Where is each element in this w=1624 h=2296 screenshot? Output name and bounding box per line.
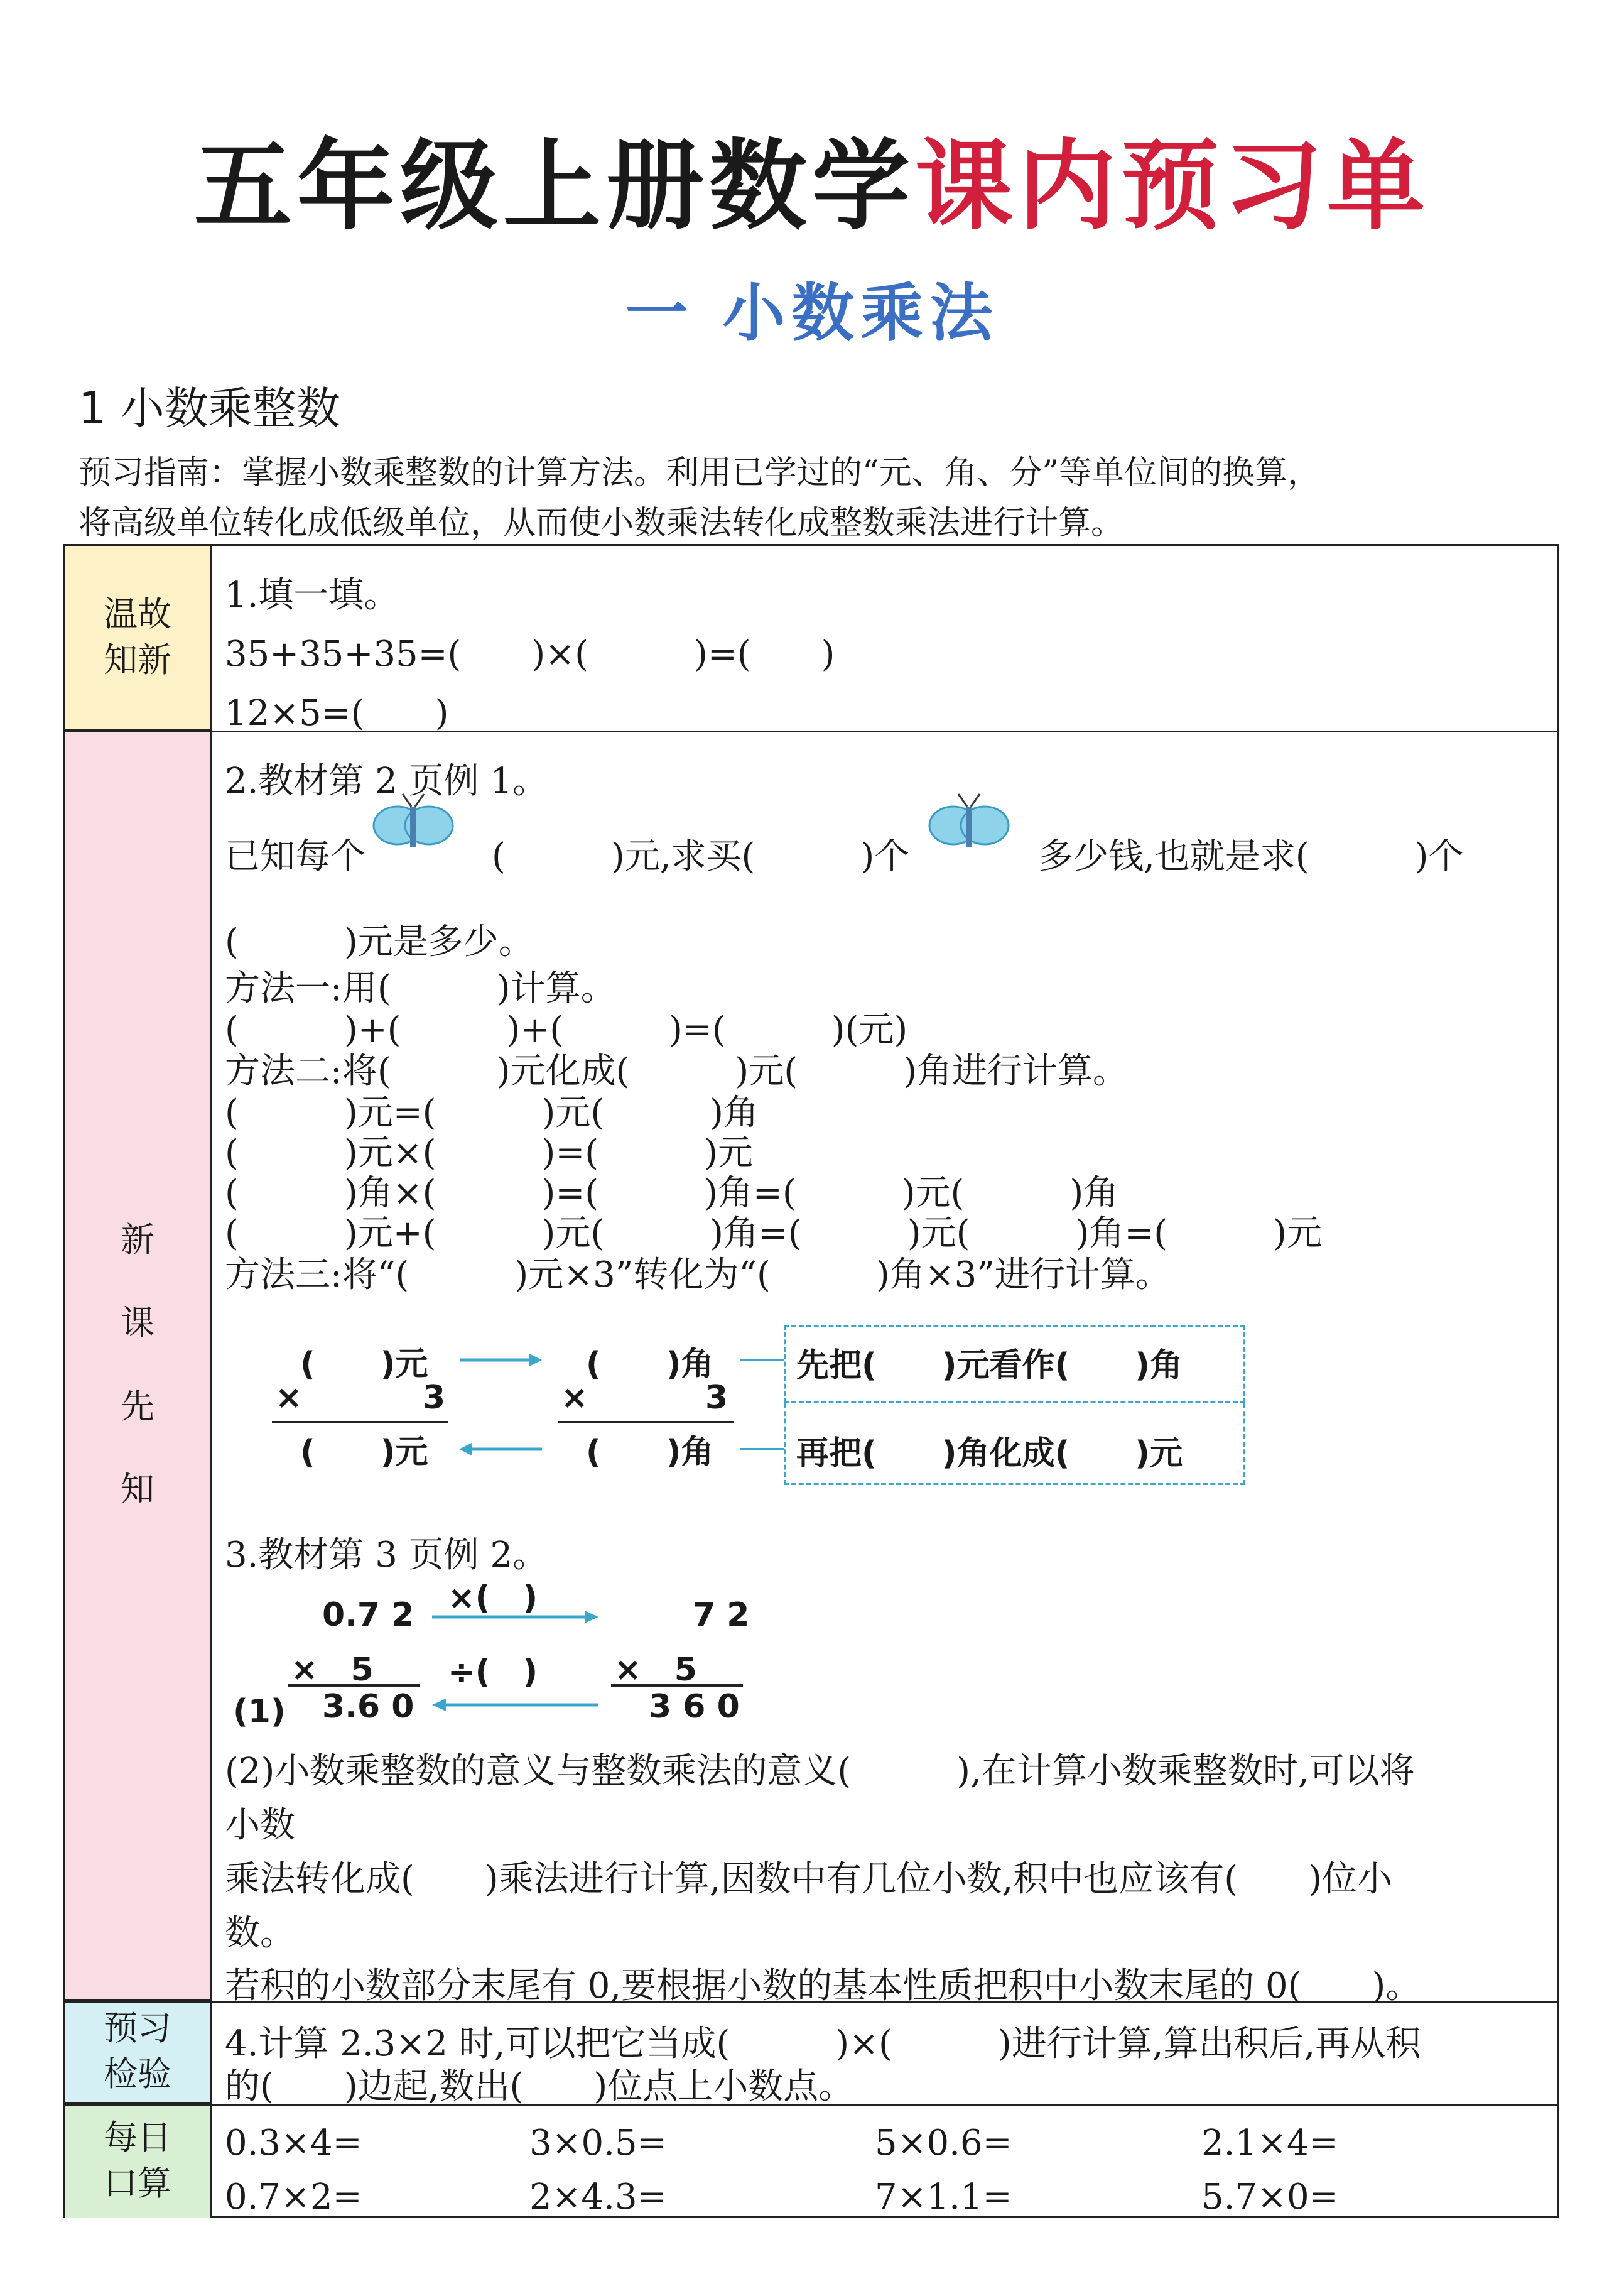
review-label: 温故 知新 xyxy=(65,546,212,731)
butterfly-icon xyxy=(925,791,1013,860)
oral-item: 5.7×0= xyxy=(1201,2177,1339,2217)
q1-line-a: 35+35+35=( )×( )=( ) xyxy=(225,634,835,675)
diagram-left-3: 3 xyxy=(423,1379,446,1417)
oral-item: 2.1×4= xyxy=(1201,2123,1339,2163)
example-op-multiply: ×( ) xyxy=(448,1579,538,1617)
title-black: 五年级上册数学 xyxy=(194,129,915,243)
guide-line-1: 预习指南：掌握小数乘整数的计算方法。利用已学过的“元、角、分”等单位间的换算， xyxy=(78,454,1321,492)
page-title xyxy=(0,107,1624,248)
example-arrows xyxy=(426,1611,608,1717)
diagram-left-top: ( )元 xyxy=(300,1346,428,1383)
part2-line-c: 乘法转化成( )乘法进行计算,因数中有几位小数,积中也应该有( )位小 xyxy=(225,1859,1392,1900)
example-right-c: 3 6 0 xyxy=(649,1688,740,1726)
example-left-a: 0.7 2 xyxy=(322,1596,414,1634)
diagram-left-bottom: ( )元 xyxy=(300,1434,428,1471)
method2-calc-c: ( )角×( )=( )角=( )元( )角 xyxy=(225,1173,1119,1214)
method2-calc-a: ( )元=( )元( )角 xyxy=(225,1092,759,1133)
example-number: (1) xyxy=(233,1693,286,1731)
method3: 方法三:将“( )元×3”转化为“( )角×3”进行计算。 xyxy=(225,1254,1171,1295)
conversion-arrows xyxy=(454,1344,548,1469)
unit-subtitle: 一 小数乘法 xyxy=(625,276,999,350)
diagram-left-times: × xyxy=(275,1379,303,1417)
worksheet-table xyxy=(63,544,1559,2218)
section-heading: 1 小数乘整数 xyxy=(78,383,340,434)
example-right-b: × 5 xyxy=(614,1651,697,1689)
oral-item: 3×0.5= xyxy=(529,2123,667,2163)
q2-line1-b: ( )元,求买( )个 xyxy=(492,836,910,877)
butterfly-icon xyxy=(372,791,454,860)
connector-lines xyxy=(740,1344,784,1469)
oral-item: 5×0.6= xyxy=(875,2123,1012,2163)
part2-line-a: (2)小数乘整数的意义与整数乘法的意义( ),在计算小数乘整数时,可以将 xyxy=(225,1751,1415,1792)
oral-item: 2×4.3= xyxy=(529,2177,667,2217)
guide-line-2: 将高级单位转化成低级单位，从而使小数乘法转化成整数乘法进行计算。 xyxy=(78,504,1124,542)
part2-line-d: 数。 xyxy=(225,1913,295,1954)
method2: 方法二:将( )元化成( )元( )角进行计算。 xyxy=(225,1051,1128,1092)
example-left-b: × 5 xyxy=(291,1651,374,1689)
oral-item: 0.7×2= xyxy=(225,2177,362,2217)
hint-text-2: 再把( )角化成( )元 xyxy=(796,1435,1183,1472)
q2-heading: 2.教材第 2 页例 1。 xyxy=(225,761,548,802)
check-line-2: 的( )边起,数出( )位点上小数点。 xyxy=(225,2066,854,2107)
q2-line1-c: 多少钱,也就是求( )个 xyxy=(1038,836,1464,877)
oral-item: 7×1.1= xyxy=(875,2177,1012,2217)
diagram-mid-3: 3 xyxy=(705,1379,728,1417)
check-line-1: 4.计算 2.3×2 时,可以把它当成( )×( )进行计算,算出积后,再从积 xyxy=(225,2023,1421,2064)
example-right-a: 7 2 xyxy=(693,1596,750,1634)
part2-line-e: 若积的小数部分末尾有 0,要根据小数的基本性质把积中小数末尾的 0( )。 xyxy=(225,1966,1421,2006)
oral-item: 0.3×4= xyxy=(225,2123,362,2163)
method1-calc: ( )+( )+( )=( )(元) xyxy=(225,1009,908,1050)
q1-line-b: 12×5=( ) xyxy=(225,693,449,734)
q3-heading: 3.教材第 3 页例 2。 xyxy=(225,1535,548,1575)
example-left-c: 3.6 0 xyxy=(322,1688,414,1726)
example-op-divide: ÷( ) xyxy=(448,1653,538,1691)
diagram-mid-top: ( )角 xyxy=(586,1346,714,1383)
method1: 方法一:用( )计算。 xyxy=(225,968,616,1009)
diagram-mid-bottom: ( )角 xyxy=(586,1434,714,1471)
daily-label: 每日 口算 xyxy=(65,2104,212,2218)
newlesson-label: 新 课 先 知 xyxy=(65,731,212,2001)
method2-calc-b: ( )元×( )=( )元 xyxy=(225,1133,753,1173)
q2-line2: ( )元是多少。 xyxy=(225,922,534,962)
diagram-mid-times: × xyxy=(561,1379,588,1417)
part2-line-b: 小数 xyxy=(225,1805,295,1846)
q1-heading: 1.填一填。 xyxy=(225,575,399,616)
method2-calc-d: ( )元+( )元( )角=( )元( )角=( )元 xyxy=(225,1213,1322,1254)
title-red: 课内预习单 xyxy=(915,129,1430,243)
check-label: 预习 检验 xyxy=(65,2001,212,2104)
hint-text-1: 先把( )元看作( )角 xyxy=(796,1347,1183,1385)
q2-line1-a: 已知每个 xyxy=(225,836,365,877)
